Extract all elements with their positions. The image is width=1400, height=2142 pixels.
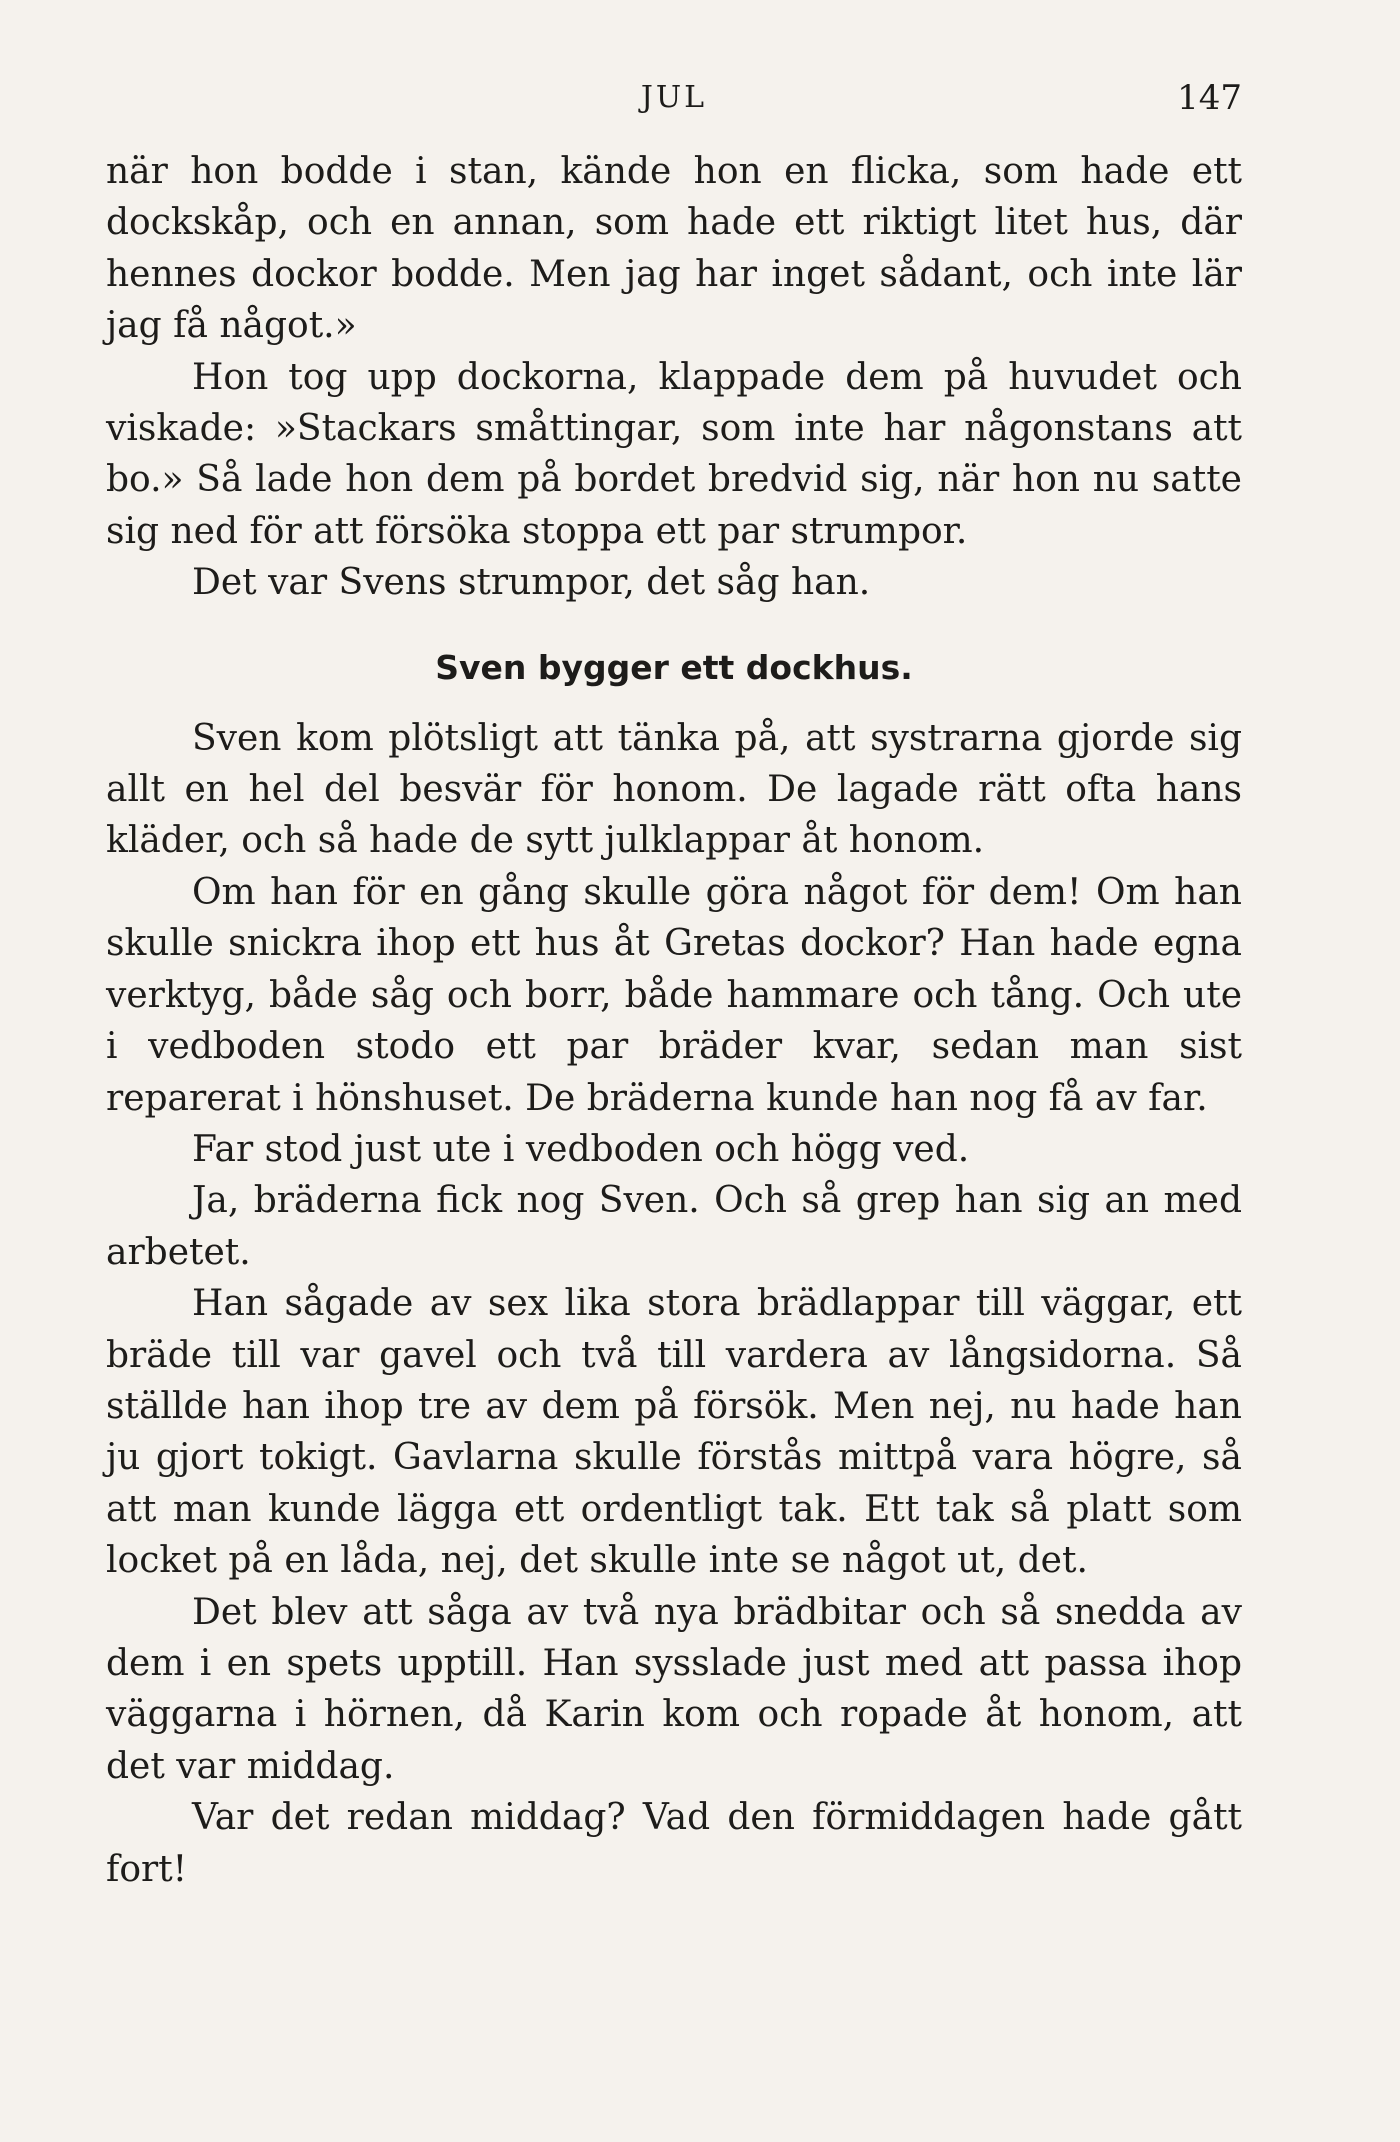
- running-title: JUL: [640, 80, 708, 115]
- paragraph: Far stod just ute i vedboden och högg ved.: [192, 1128, 970, 1170]
- paragraph: Han sågade av sex lika stora brädlappar till väggar, ett bräde till var gavel och två till vardera av långsidorna. Så ställde han ihop tre av dem på försök. Men nej, nu hade han ju gjort tokigt. Gavlarna skulle förstås mittpå vara högre, så att man kunde lägga ett ordentligt tak. Ett tak så platt som locket på en låda, nej, det skulle inte se något ut, det.: [106, 1283, 1242, 1582]
- paragraph: när hon bodde i stan, kände hon en flicka, som hade ett dockskåp, och en annan, som hade ett riktigt litet hus, där hennes dockor bodde. Men jag har inget sådant, och inte lär jag få något.»: [106, 151, 1242, 347]
- paragraph: Det var Svens strumpor, det såg han.: [192, 562, 871, 604]
- paragraph: Sven kom plötsligt att tänka på, att systrarna gjorde sig allt en hel del besvär för honom. De lagade rätt ofta hans kläder, och så hade de sytt julklappar åt honom.: [106, 717, 1242, 862]
- paragraph: Om han för en gång skulle göra något för dem! Om han skulle snickra ihop ett hus åt Gretas dockor? Han hade egna verktyg, både såg och borr, både hammare och tång. Och ute i vedboden stodo ett par bräder kvar, sedan man sist reparerat i hönshuset. De bräderna kunde han nog få av far.: [106, 871, 1242, 1119]
- paragraph: Ja, bräderna fick nog Sven. Och så grep han sig an med arbetet.: [106, 1180, 1242, 1273]
- running-head: [106, 78, 1242, 118]
- paragraph: Hon tog upp dockorna, klappade dem på huvudet och viskade: »Stackars småttingar, som inte har någonstans att bo.» Så lade hon dem på bordet bredvid sig, när hon nu satte sig ned för att försöka stoppa ett par strumpor.: [106, 356, 1242, 552]
- paragraph: Det blev att såga av två nya brädbitar och så snedda av dem i en spets upptill. Han sysslade just med att passa ihop väggarna i hörnen, då Karin kom och ropade åt honom, att det var middag.: [106, 1591, 1242, 1787]
- page-number: 147: [1177, 78, 1242, 118]
- paragraph: Var det redan middag? Vad den förmiddagen hade gått fort!: [106, 1797, 1242, 1890]
- page-body: [106, 146, 1242, 1895]
- section-heading: Sven bygger ett dockhus.: [435, 647, 913, 687]
